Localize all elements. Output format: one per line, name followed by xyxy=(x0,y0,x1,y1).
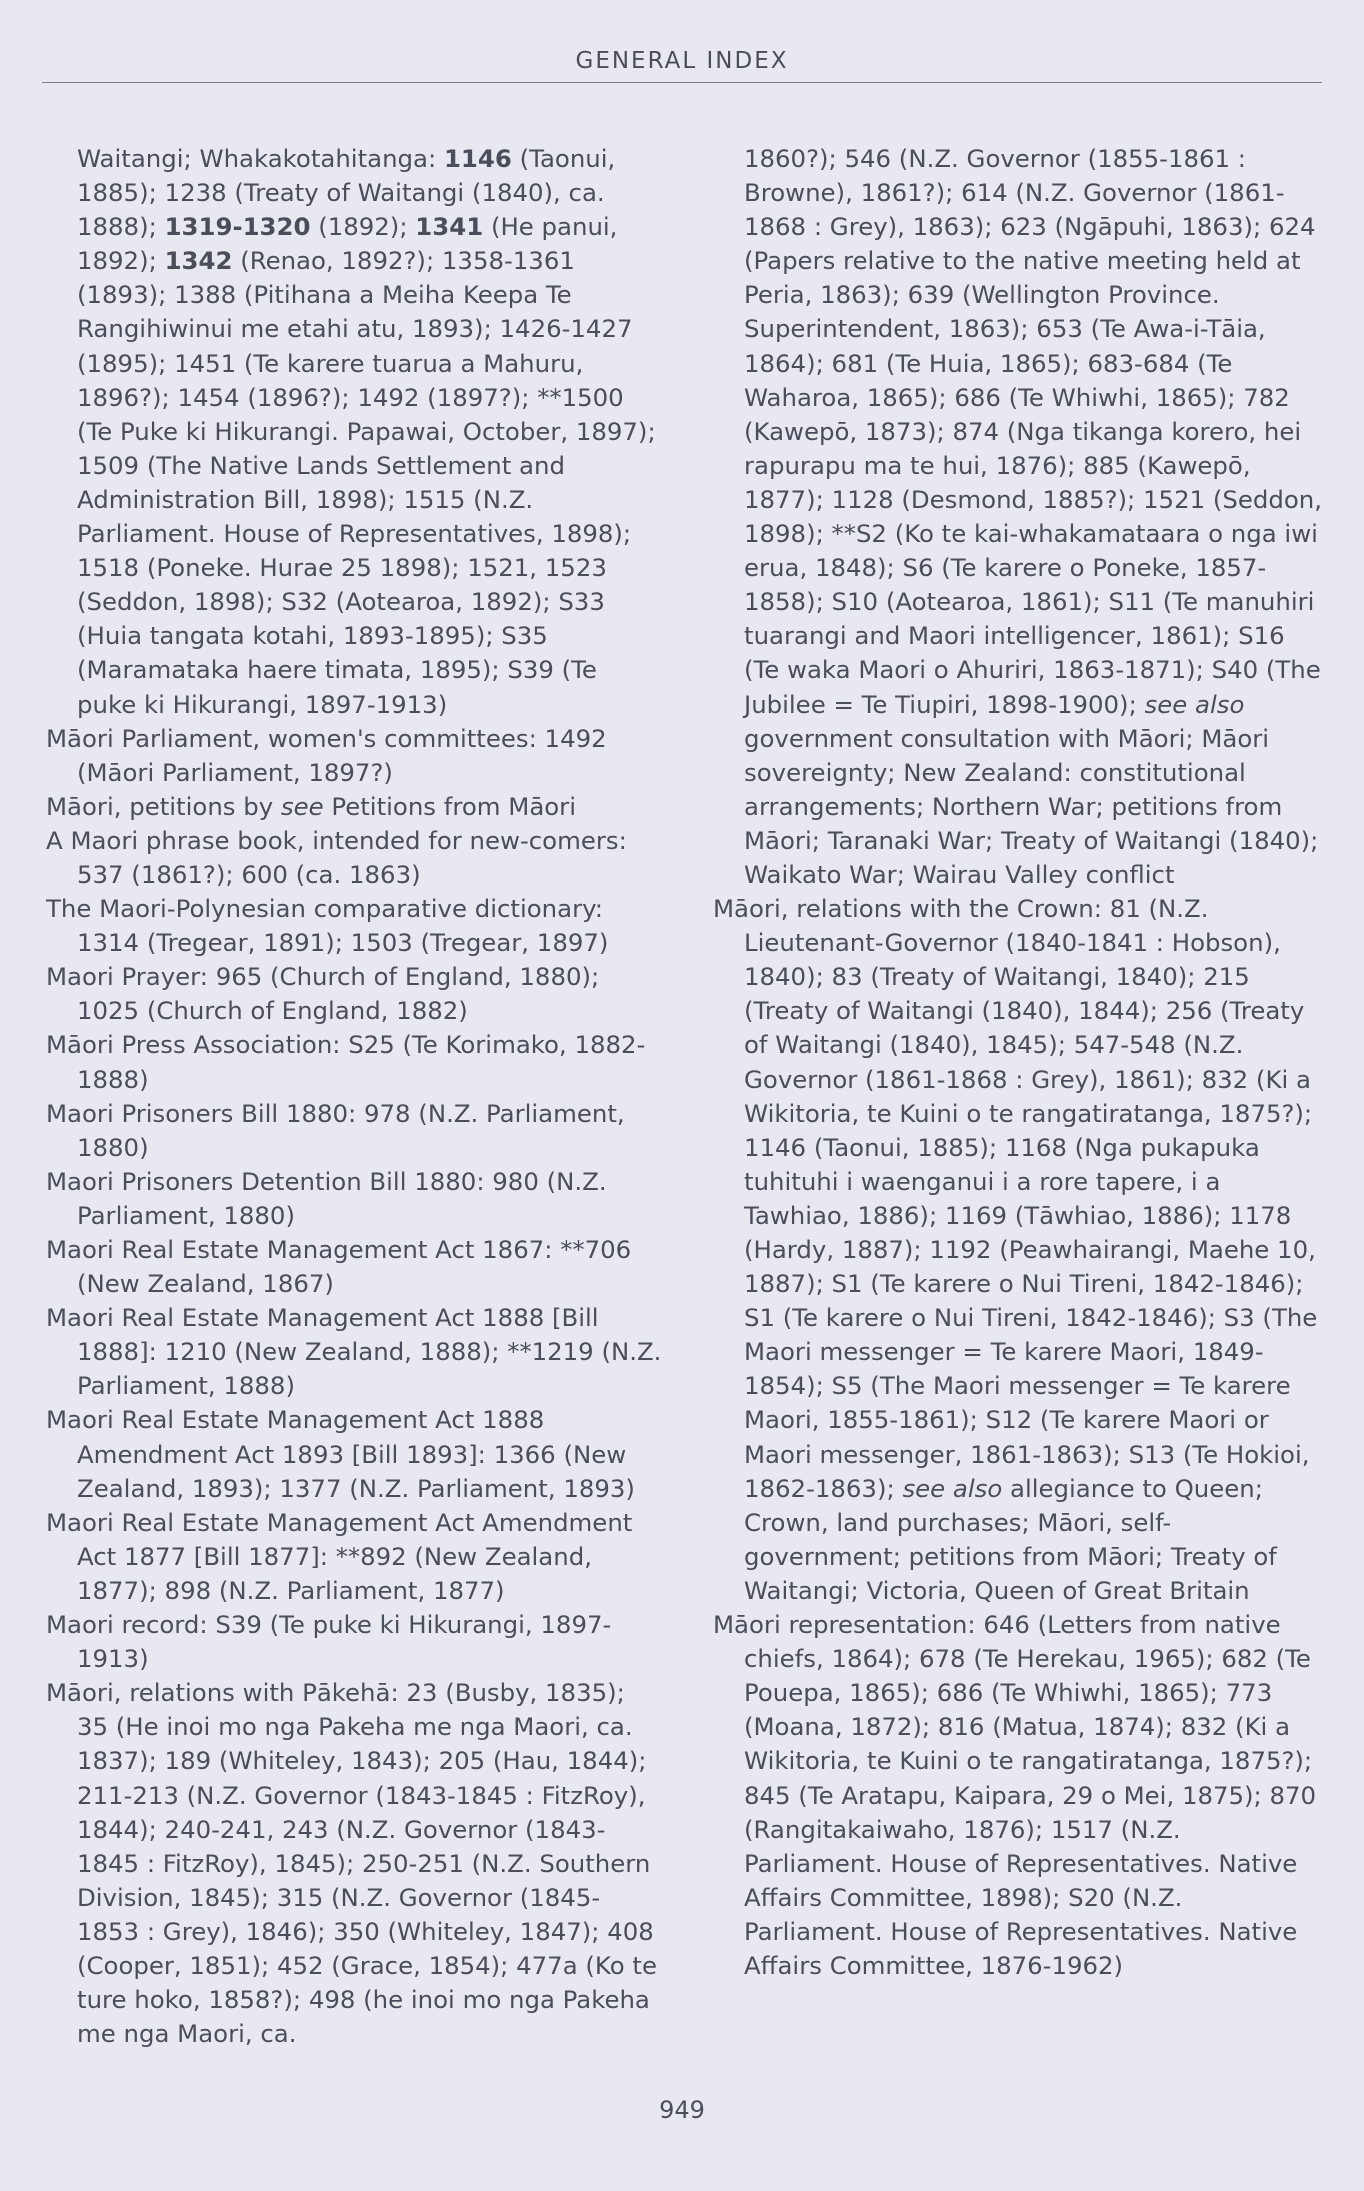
bold-reference: 1341 xyxy=(415,212,484,242)
page-number: 949 xyxy=(659,2096,705,2124)
entry-text: (Taonui, 1885); 1238 (Treaty of Waitangi (1840), ca. 1888); xyxy=(77,144,616,242)
header-rule xyxy=(42,82,1322,83)
entry-text: Maori Prisoners Bill 1880: 978 (N.Z. Parliament, 1880) xyxy=(46,1098,625,1162)
entry-text: Petitions from Māori xyxy=(323,791,576,821)
index-entry xyxy=(46,722,662,790)
entry-text: Māori, petitions by xyxy=(46,791,281,821)
running-header: GENERAL INDEX xyxy=(575,48,789,74)
index-entry-continued xyxy=(46,142,662,722)
index-entry xyxy=(46,1165,662,1233)
entry-text: government consultation with Māori; Māori sovereignty; New Zealand: constitutional arrangements; Northern War; petitions from Māori; Taranaki War; Treaty of Waitangi (1840); Waikato War; Wairau Valley conflict xyxy=(744,723,1319,889)
index-entry-continued xyxy=(713,142,1325,892)
entry-text: Maori Real Estate Management Act 1867: **706 (New Zealand, 1867) xyxy=(46,1235,632,1299)
entry-text: 1860?); 546 (N.Z. Governor (1855-1861 : Browne), 1861?); 614 (N.Z. Governor (1861-1868 : Grey), 1863); 623 (Ngāpuhi, 1863); 624 (Papers relative to the native meeting held at Peria, 1863); 639 (Wellington Province. Superintendent, 1863); 653 (Te Awa-i-Tāia, 1864); 681 (Te Huia, 1865); 683-684 (Te Waharoa, 1865); 686 (Te Whiwhi, 1865); 782 (Kawepō, 1873); 874 (Nga tikanga korero, hei rapurapu ma te hui, 1876); 885 (Kawepō, 1877); 1128 (Desmond, 1885?); 1521 (Seddon, 1898); **S2 (Ko te kai-whakamataara o nga iwi erua, 1848); S6 (Te karere o Poneke, 1857-1858); S10 (Aotearoa, 1861); S11 (Te manuhiri tuarangi and Maori intelligencer, 1861); S16 (Te waka Maori o Ahuriri, 1863-1871); S40 (The Jubilee = Te Tiupiri, 1898-1900); xyxy=(744,144,1322,719)
index-entry xyxy=(46,1233,662,1301)
see-also-term: see xyxy=(280,791,324,821)
entry-text: Waitangi; Whakakotahitanga: xyxy=(77,144,444,173)
index-entry xyxy=(46,960,662,1028)
entry-text: Maori Real Estate Management Act 1888 Amendment Act 1893 [Bill 1893]: 1366 (New Zealand, 1893); 1377 (N.Z. Parliament, 1893) xyxy=(46,1405,635,1503)
entry-text: (He panui, 1892); xyxy=(77,212,618,276)
entry-text: allegiance to Queen; Crown, land purchases; Māori, self-government; petitions from Māori; Treaty of Waitangi; Victoria, Queen of Great Britain xyxy=(744,1473,1277,1605)
index-entry xyxy=(46,1403,662,1505)
see-also-term: see also xyxy=(1144,689,1245,719)
index-entry xyxy=(46,1097,662,1165)
index-column-left xyxy=(46,142,662,2051)
entry-text: The Maori-Polynesian comparative dictionary: 1314 (Tregear, 1891); 1503 (Tregear, 1897) xyxy=(46,894,609,958)
entry-text: A Maori phrase book, intended for new-comers: 537 (1861?); 600 (ca. 1863) xyxy=(46,825,627,889)
index-entry xyxy=(46,892,662,960)
entry-text: Maori Real Estate Management Act 1888 [Bill 1888]: 1210 (New Zealand, 1888); **1219 (N.Z. Parliament, 1888) xyxy=(46,1303,662,1401)
index-entry xyxy=(46,1608,662,1676)
entry-text: Māori representation: 646 (Letters from native chiefs, 1864); 678 (Te Herekau, 1965); 682 (Te Pouepa, 1865); 686 (Te Whiwhi, 1865); 773 (Moana, 1872); 816 (Matua, 1874); 832 (Ki a Wikitoria, te Kuini o te rangatiratanga, 1875?); 845 (Te Aratapu, Kaipara, 29 o Mei, 1875); 870 (Rangitakaiwaho, 1876); 1517 (N.Z. Parliament. House of Representatives. Native Affairs Committee, 1898); S20 (N.Z. Parliament. House of Representatives. Native Affairs Committee, 1876-1962) xyxy=(713,1610,1317,1980)
bold-reference: 1146 xyxy=(443,144,512,173)
index-entry xyxy=(713,892,1325,1608)
index-entry xyxy=(46,790,662,824)
index-entry xyxy=(46,824,662,892)
entry-text: Maori Real Estate Management Act Amendment Act 1877 [Bill 1877]: **892 (New Zealand, 1877); 898 (N.Z. Parliament, 1877) xyxy=(46,1507,633,1605)
entry-text: Māori Press Association: S25 (Te Korimako, 1882-1888) xyxy=(46,1030,646,1094)
index-entry xyxy=(46,1028,662,1096)
index-entry xyxy=(46,1506,662,1608)
see-also-term: see also xyxy=(902,1473,1003,1503)
entry-text: Māori, relations with the Crown: 81 (N.Z. Lieutenant-Governor (1840-1841 : Hobson), 1840); 83 (Treaty of Waitangi, 1840); 215 (Treaty of Waitangi (1840), 1844); 256 (Treaty of Waitangi (1840), 1845); 547-548 (N.Z. Governor (1861-1868 : Grey), 1861); 832 (Ki a Wikitoria, te Kuini o te rangatiratanga, 1875?); 1146 (Taonui, 1885); 1168 (Nga pukapuka tuhituhi i waenganui i a rore tapere, i a Tawhiao, 1886); 1169 (Tāwhiao, 1886); 1178 (Hardy, 1887); 1192 (Peawhairangi, Maehe 10, 1887); S1 (Te karere o Nui Tireni, 1842-1846); S1 (Te karere o Nui Tireni, 1842-1846); S3 (The Maori messenger = Te karere Maori, 1849-1854); S5 (The Maori messenger = Te karere Maori, 1855-1861); S12 (Te karere Maori or Maori messenger, 1861-1863); S13 (Te Hokioi, 1862-1863); xyxy=(713,894,1318,1503)
entry-text: (1892); xyxy=(310,212,416,242)
bold-reference: 1319-1320 xyxy=(164,212,311,242)
index-column-right xyxy=(713,142,1325,1983)
entry-text: Māori, relations with Pākehā: 23 (Busby, 1835); 35 (He inoi mo nga Pakeha me nga Maori, ca. 1837); 189 (Whiteley, 1843); 205 (Hau, 1844); 211-213 (N.Z. Governor (1843-1845 : FitzRoy), 1844); 240-241, 243 (N.Z. Governor (1843-1845 : FitzRoy), 1845); 250-251 (N.Z. Southern Division, 1845); 315 (N.Z. Governor (1845-1853 : Grey), 1846); 350 (Whiteley, 1847); 408 (Cooper, 1851); 452 (Grace, 1854); 477a (Ko te ture hoko, 1858?); 498 (he inoi mo nga Pakeha me nga Maori, ca. xyxy=(46,1678,657,2049)
index-entry xyxy=(46,1301,662,1403)
entry-text: Maori record: S39 (Te puke ki Hikurangi, 1897-1913) xyxy=(46,1610,612,1674)
entry-text: Māori Parliament, women's committees: 1492 (Māori Parliament, 1897?) xyxy=(46,723,607,787)
index-entry xyxy=(46,1676,662,2051)
index-entry xyxy=(713,1608,1325,1983)
entry-text: Maori Prayer: 965 (Church of England, 1880); 1025 (Church of England, 1882) xyxy=(46,962,600,1026)
entry-text: Maori Prisoners Detention Bill 1880: 980 (N.Z. Parliament, 1880) xyxy=(46,1166,607,1230)
bold-reference: 1342 xyxy=(164,246,233,276)
entry-text: (Renao, 1892?); 1358-1361 (1893); 1388 (Pitihana a Meiha Keepa Te Rangihiwinui me etahi atu, 1893); 1426-1427 (1895); 1451 (Te karere tuarua a Mahuru, 1896?); 1454 (1896?); 1492 (1897?); **1500 (Te Puke ki Hikurangi. Papawai, October, 1897); 1509 (The Native Lands Settlement and Administration Bill, 1898); 1515 (N.Z. Parliament. House of Representatives, 1898); 1518 (Poneke. Hurae 25 1898); 1521, 1523 (Seddon, 1898); S32 (Aotearoa, 1892); S33 (Huia tangata kotahi, 1893-1895); S35 (Maramataka haere timata, 1895); S39 (Te puke ki Hikurangi, 1897-1913) xyxy=(77,246,656,719)
